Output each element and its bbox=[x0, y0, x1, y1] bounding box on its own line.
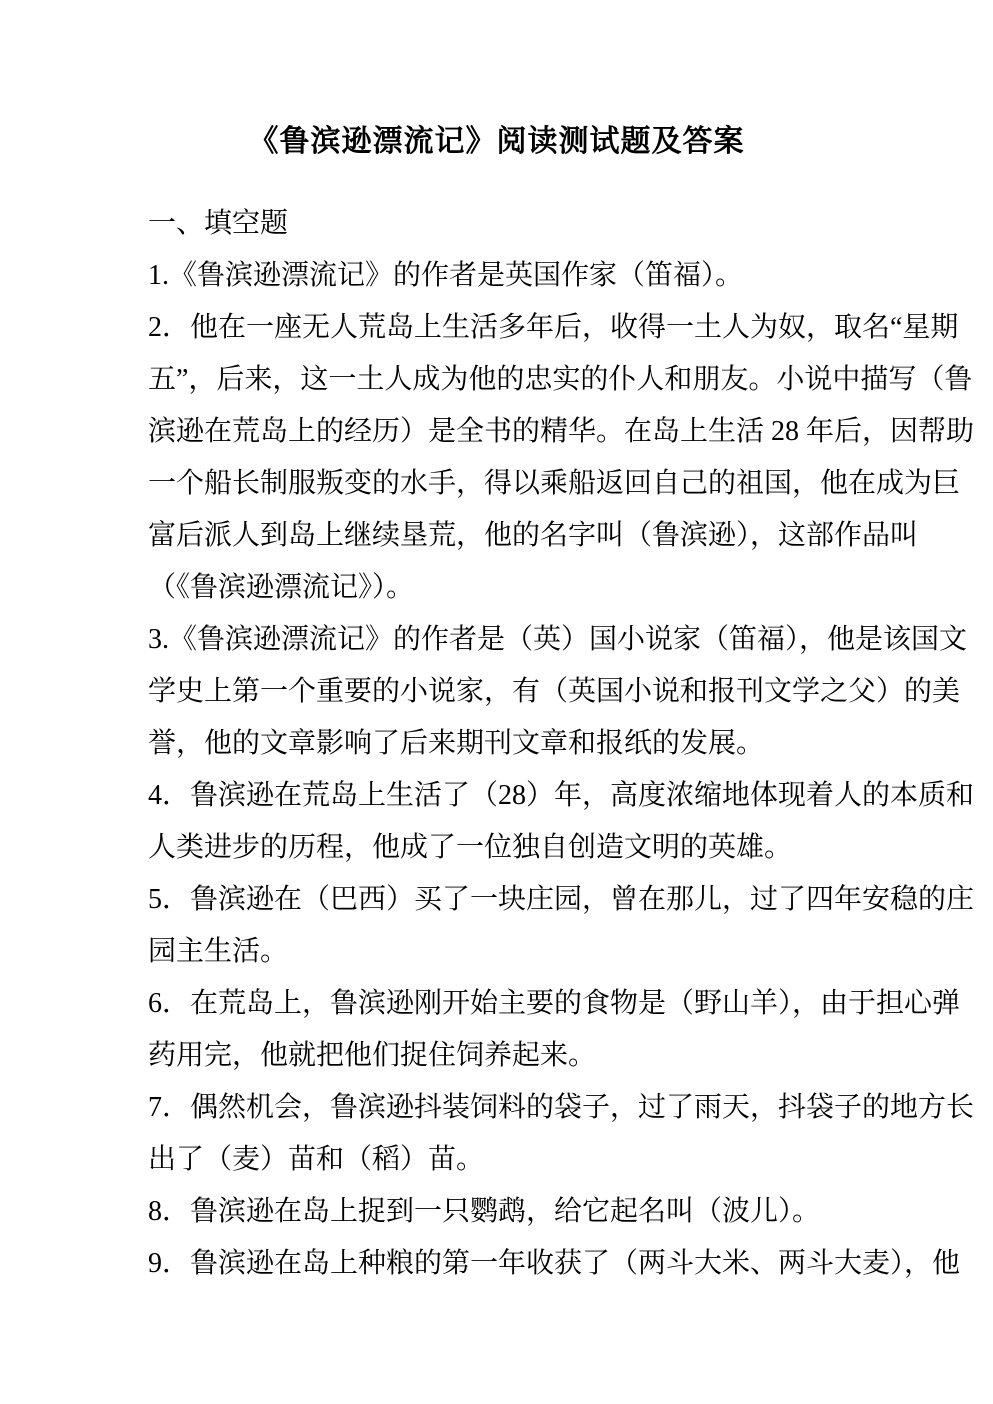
document-body bbox=[148, 198, 975, 1290]
text-line: 9．鲁滨逊在岛上种粮的第一年收获了（两斗大米、两斗大麦），他 bbox=[148, 1248, 961, 1279]
text-line: 人类进步的历程，他成了一位独自创造文明的英雄。 bbox=[148, 832, 793, 863]
text-line: 7．偶然机会，鲁滨逊抖装饲料的袋子，过了雨天，抖袋子的地方长 bbox=[148, 1092, 975, 1123]
text-line: 4．鲁滨逊在荒岛上生活了（28）年，高度浓缩地体现着人的本质和 bbox=[148, 780, 975, 811]
text-line: 学史上第一个重要的小说家，有（英国小说和报刊文学之父）的美 bbox=[148, 676, 961, 707]
text-line: 2．他在一座无人荒岛上生活多年后，收得一土人为奴，取名“星期 bbox=[148, 312, 959, 343]
questions-list bbox=[148, 250, 975, 1290]
section-heading: 一、填空题 bbox=[148, 208, 289, 239]
text-line: 五”，后来，这一土人成为他的忠实的仆人和朋友。小说中描写（鲁 bbox=[148, 364, 973, 395]
text-line: 6．在荒岛上，鲁滨逊刚开始主要的食物是（野山羊），由于担心弹 bbox=[148, 988, 961, 1019]
text-line: 园主生活。 bbox=[148, 936, 289, 967]
text-line: 滨逊在荒岛上的经历）是全书的精华。在岛上生活 28 年后，因帮助 bbox=[148, 416, 975, 447]
text-line: 誉，他的文章影响了后来期刊文章和报纸的发展。 bbox=[148, 728, 765, 759]
text-line: （《鲁滨逊漂流记》）。 bbox=[148, 572, 415, 603]
text-line: 8．鲁滨逊在岛上捉到一只鹦鹉，给它起名叫（波儿）。 bbox=[148, 1196, 821, 1227]
text-line: 富后派人到岛上继续垦荒，他的名字叫（鲁滨逊），这部作品叫 bbox=[148, 520, 919, 551]
text-line: 出了（麦）苗和（稻）苗。 bbox=[148, 1144, 485, 1175]
text-line: 5．鲁滨逊在（巴西）买了一块庄园，曾在那儿，过了四年安稳的庄 bbox=[148, 884, 975, 915]
text-line: 药用完，他就把他们捉住饲养起来。 bbox=[148, 1040, 597, 1071]
text-line: 一个船长制服叛变的水手，得以乘船返回自己的祖国，他在成为巨 bbox=[148, 468, 961, 499]
document-title: 《鲁滨逊漂流记》阅读测试题及答案 bbox=[248, 125, 745, 158]
text-line: 3.《鲁滨逊漂流记》的作者是（英）国小说家（笛福），他是该国文 bbox=[148, 624, 968, 655]
text-line: 1.《鲁滨逊漂流记》的作者是英国作家（笛福）。 bbox=[148, 260, 744, 291]
